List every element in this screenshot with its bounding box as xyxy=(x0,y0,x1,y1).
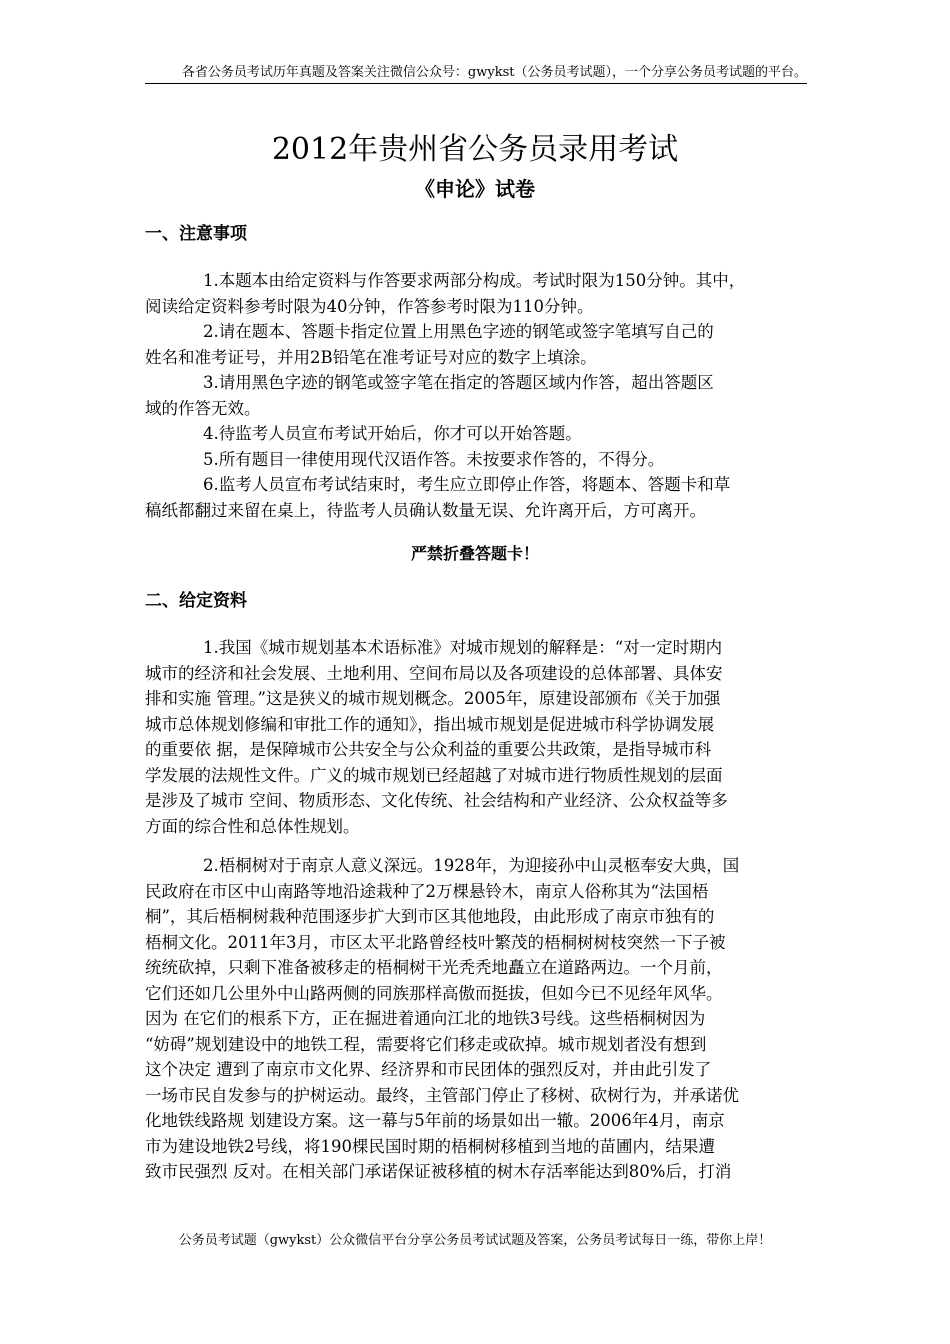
notes-line: 5.所有题目一律使用现代汉语作答。未按要求作答的，不得分。 xyxy=(203,449,665,469)
paragraph-line: 这个决定 遭到了南京市文化界、经济界和市民团体的强烈反对，并由此引发了 xyxy=(145,1060,712,1079)
paragraph-line: 学发展的法规性文件。广义的城市规划已经超越了对城市进行物质性规划的层面 xyxy=(145,765,723,785)
page-subtitle: 《申论》试卷 xyxy=(415,177,535,201)
notes-line: 域的作答无效。 xyxy=(145,398,261,418)
paragraph-line: 2.梧桐树对于南京人意义深远。1928年，为迎接孙中山灵柩奉安大典，国 xyxy=(203,856,740,875)
paragraph-line: 统统砍掉，只剩下准备被移走的梧桐树干光秃秃地矗立在道路两边。一个月前， xyxy=(145,958,723,977)
material-paragraph-1 xyxy=(145,635,810,839)
warning-text: 严禁折叠答题卡！ xyxy=(410,544,539,563)
material-paragraph-2 xyxy=(145,853,810,1185)
paragraph-line: 梧桐文化。2011年3月，市区太平北路曾经枝叶繁茂的梧桐树树枝突然一下子被 xyxy=(145,932,726,952)
notes-line: 4.待监考人员宣布考试开始后，你才可以开始答题。 xyxy=(203,424,582,443)
paragraph-line: 因为 在它们的根系下方，正在掘进着通向江北的地铁3号线。这些梧桐树因为 xyxy=(145,1009,706,1028)
paragraph-line: “妨碍”规划建设中的地铁工程，需要将它们移走或砍掉。城市规划者没有想到 xyxy=(145,1034,707,1054)
paragraph-line: 市为建设地铁2号线，将190棵民国时期的梧桐树移植到当地的苗圃内，结果遭 xyxy=(145,1136,715,1156)
paragraph-line: 城市总体规划修编和审批工作的通知》，指出城市规划是促进城市科学协调发展 xyxy=(145,714,715,734)
paragraph-line: 的重要依 据，是保障城市公共安全与公众利益的重要公共政策，是指导城市科 xyxy=(145,740,712,759)
notes-line: 阅读给定资料参考时限为40分钟，作答参考时限为110分钟。 xyxy=(145,296,594,316)
paragraph-line: 城市的经济和社会发展、土地利用、空间布局以及各项建设的总体部署、具体安 xyxy=(145,663,723,683)
notes-line: 2.请在题本、答题卡指定位置上用黑色字迹的钢笔或签字笔填写自己的 xyxy=(203,322,714,341)
paragraph-line: 它们还如几公里外中山路两侧的同族那样高傲而挺拔，但如今已不见经年风华。 xyxy=(145,983,723,1003)
paragraph-line: 桐”，其后梧桐树栽种范围逐步扩大到市区其他地段，由此形成了南京市独有的 xyxy=(145,907,715,926)
paragraph-line: 化地铁线路规 划建设方案。这一幕与5年前的场景如出一辙。2006年4月，南京 xyxy=(145,1111,725,1130)
paragraph-line: 是涉及了城市 空间、物质形态、文化传统、社会结构和产业经济、公众权益等多 xyxy=(145,791,728,810)
paragraph-line: 方面的综合性和总体性规划。 xyxy=(145,816,360,836)
paragraph-line: 一场市民自发参与的护树运动。最终，主管部门停止了移树、砍树行为，并承诺优 xyxy=(145,1085,739,1105)
paragraph-line: 致市民强烈 反对。在相关部门承诺保证被移植的树木存活率能达到80%后，打消 xyxy=(145,1162,732,1181)
footer-note: 公务员考试题（gwykst）公众微信平台分享公务员考试试题及答案，公务员考试每日一练，带你上岸！ xyxy=(178,1233,772,1248)
section-heading-notes: 一、注意事项 xyxy=(145,224,247,244)
header-note: 各省公务员考试历年真题及答案关注微信公众号：gwykst（公务员考试题），一个分享公务员考试题的平台。 xyxy=(145,64,807,84)
notes-line: 3.请用黑色字迹的钢笔或签字笔在指定的答题区域内作答，超出答题区 xyxy=(203,373,714,392)
notes-line: 1.本题本由给定资料与作答要求两部分构成。考试时限为150分钟。其中， xyxy=(203,271,746,290)
paragraph-line: 1.我国《城市规划基本术语标准》对城市规划的解释是：“对一定时期内 xyxy=(203,638,723,657)
notes-line: 稿纸都翻过来留在桌上，待监考人员确认数量无误、允许离开后，方可离开。 xyxy=(145,500,706,520)
page-title: 2012年贵州省公务员录用考试 xyxy=(271,132,679,167)
notes-block xyxy=(145,268,810,523)
notes-line: 6.监考人员宣布考试结束时，考生应立即停止作答，将题本、答题卡和草 xyxy=(203,475,731,494)
paragraph-line: 民政府在市区中山南路等地沿途栽种了2万棵悬铃木，南京人俗称其为“法国梧 xyxy=(145,881,709,901)
paragraph-line: 排和实施 管理。”这是狭义的城市规划概念。2005年，原建设部颁布《关于加强 xyxy=(145,689,721,708)
section-heading-materials: 二、给定资料 xyxy=(145,591,247,611)
notes-line: 姓名和准考证号，并用2B铅笔在准考证号对应的数字上填涂。 xyxy=(145,347,597,367)
